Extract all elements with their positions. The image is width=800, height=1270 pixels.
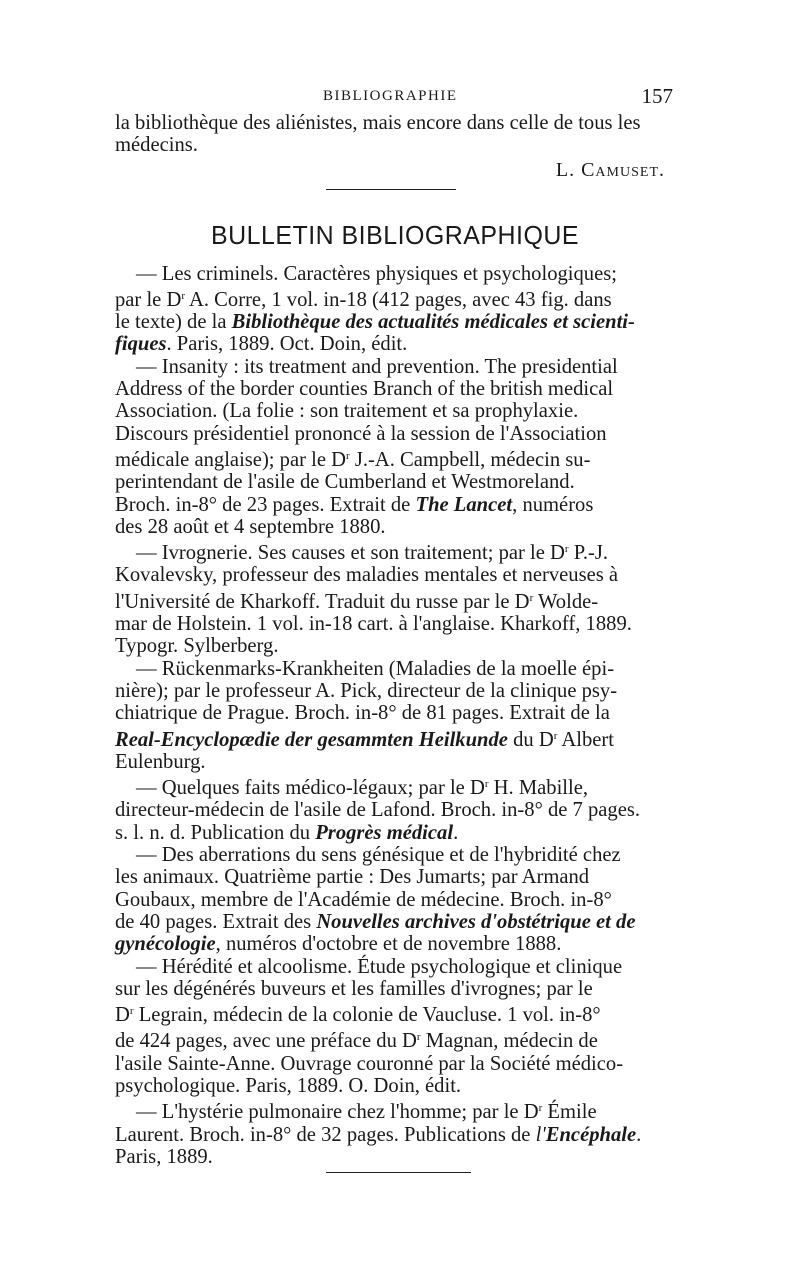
title-italic: Progrès médical [315,821,454,844]
bibliography-entry [115,1097,675,1168]
text-line: — Hérédité et alcoolisme. Étude psychologique et clinique [136,955,623,978]
book-page [115,84,675,1173]
text-line: gynécologie, numéros d'octobre et de novembre 1888. [115,933,562,956]
text-line: Eulenburg. [115,750,206,773]
text-line: Discours présidentiel prononcé à la session de l'Association [115,422,607,445]
text-line: fiques. Paris, 1889. Oct. Doin, édit. [115,333,408,356]
bibliography-entry [115,538,675,657]
running-title: BIBLIOGRAPHIE [323,88,458,104]
intro-paragraph [115,112,675,157]
superscript: r [129,1005,134,1018]
text-line: — L'hystérie pulmonaire chez l'homme; par le $D^r$ Émile [136,1101,597,1124]
signature-text: L. Camuset. [555,158,665,181]
text-line: nière); par le professeur A. Pick, directeur de la clinique psy- [115,679,618,702]
text-line: $D^r$ Legrain, médecin de la colonie de Vaucluse. 1 vol. in-8° [115,1004,601,1027]
superscript: r [553,729,558,742]
section-rule [326,189,456,190]
title-italic: Real-Encyclopædie der gesammten Heilkunde [115,728,508,751]
text-line: — Insanity : its treatment and prevention. The presidential [136,355,618,378]
text-line: Broch. in-8° de 23 pages. Extrait de The Lancet, numéros [115,493,594,516]
superscript: r [416,1031,421,1044]
title-italic: The Lancet [415,493,513,516]
text-line: — Rückenmarks-Krankheiten (Maladies de la moelle épi- [136,657,615,680]
text-line: Association. (La folie : son traitement et sa prophylaxie. [115,400,579,423]
text-line: Kovalevsky, professeur des maladies mentales et nerveuses à [115,564,619,587]
superscript: r [484,778,489,791]
text-line: — Quelques faits médico-légaux; par le $D^r$ H. Mabille, [136,777,589,800]
title-italic: Encéphale [545,1123,637,1146]
text-line: médecins. [115,134,198,157]
text-line: la bibliothèque des aliénistes, mais encore dans celle de tous les [115,112,641,134]
text-line: Paris, 1889. [115,1145,213,1168]
text-line: de 424 pages, avec une préface du $D^r$ Magnan, médecin de [115,1030,598,1053]
text-line: le texte) de la Bibliothèque des actualités médicales et scienti- [115,311,635,334]
superscript: r [564,543,569,556]
bibliography-entries [115,263,675,1169]
bibliography-entry [115,356,675,538]
text-line: les animaux. Quatrième partie : Des Jumarts; par Armand [115,866,590,889]
text-line: directeur-médecin de l'asile de Lafond. Broch. in-8° de 7 pages. [115,799,641,822]
text-line: Typogr. Sylberberg. [115,635,279,658]
title-italic: Nouvelles archives d'obstétrique et de [316,910,636,933]
superscript: r [181,289,185,302]
text-line: — Les criminels. Caractères physiques et psychologiques; [136,262,617,285]
superscript: r [346,449,350,462]
text-line: l'asile Sainte-Anne. Ouvrage couronné par la Société médico- [115,1052,624,1075]
page-number: 157 [641,84,673,108]
text-line: des 28 août et 4 septembre 1880. [115,515,386,538]
text-line: Laurent. Broch. in-8° de 32 pages. Publications de l'Encéphale. [115,1123,642,1146]
text-line: Real-Encyclopædie der gesammten Heilkunde du $D^r$ Albert [115,728,615,751]
title-italic: Bibliothèque des actualités médicales et scienti- [231,311,635,334]
superscript: r [529,591,534,604]
end-rule [326,1172,471,1173]
running-head [115,84,675,112]
title-italic: fiques [115,333,167,356]
text-line: Goubaux, membre de l'Académie de médecine. Broch. in-8° [115,888,612,911]
bibliography-entry [115,844,675,955]
text-line: s. l. n. d. Publication du Progrès médical. [115,821,459,844]
text-line: sur les dégénérés buveurs et les familles d'ivrognes; par le [115,977,593,1000]
text-line: médicale anglaise); par le $D^r$ J.-A. Campbell, médecin su- [115,448,591,471]
text-line: — Ivrognerie. Ses causes et son traitement; par le $D^r$ P.-J. [136,542,609,565]
text-line: mar de Holstein. 1 vol. in-18 cart. à l'anglaise. Kharkoff, 1889. [115,613,632,636]
text-line: par le $D^r$ A. Corre, 1 vol. in-18 (412 pages, avec 43 fig. dans [115,288,612,311]
text-line: perintendant de l'asile de Cumberland et Westmoreland. [115,471,575,494]
text-line: — Des aberrations du sens génésique et de l'hybridité chez [136,844,621,867]
text-line: chiatrique de Prague. Broch. in-8° de 81 pages. Extrait de la [115,702,610,725]
superscript: r [538,1102,543,1115]
bibliography-entry [115,263,675,356]
review-signature [115,159,675,183]
bibliography-entry [115,956,675,1098]
text-line: de 40 pages. Extrait des Nouvelles archives d'obstétrique et de [115,910,636,933]
text-line: psychologique. Paris, 1889. O. Doin, édit. [115,1074,462,1097]
italic-text: l' [535,1123,546,1146]
bibliography-entry [115,658,675,773]
text-line: Address of the border counties Branch of the british medical [115,378,614,401]
section-title: BULLETIN BIBLIOGRAPHIQUE [210,219,579,250]
title-italic: gynécologie [115,933,216,956]
text-line: l'Université de Kharkoff. Traduit du russe par le $D^r$ Wolde- [115,590,599,613]
bibliography-entry [115,773,675,844]
